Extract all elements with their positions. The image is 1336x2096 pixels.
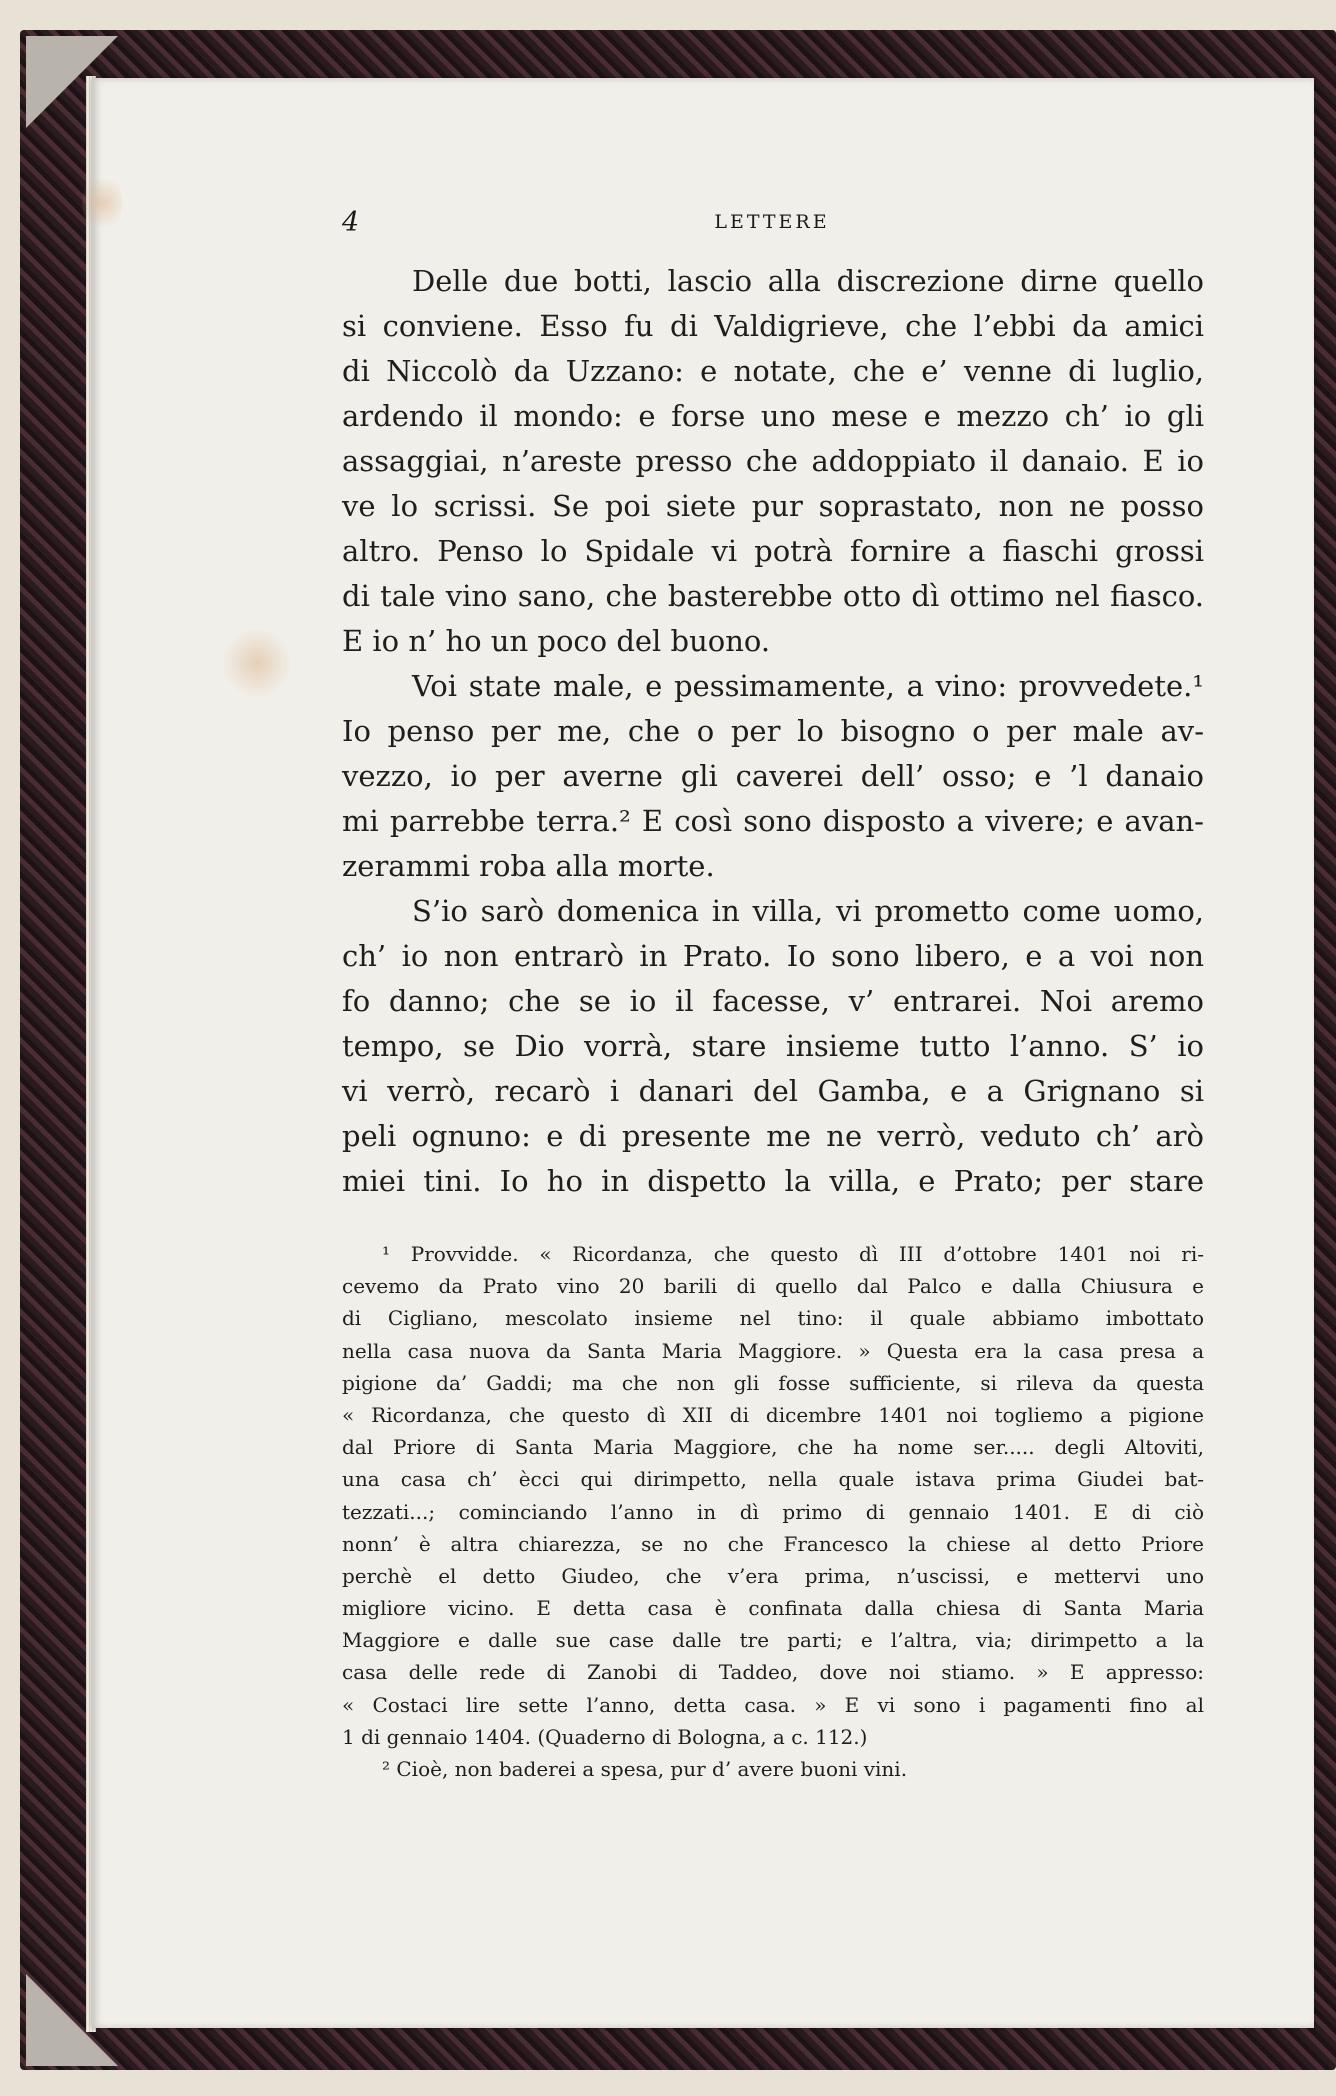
footnote-line: « Ricordanza, che questo dì XII di dicembre 1401 noi togliemo a pigione	[342, 1402, 1204, 1427]
footnote-line: una casa ch’ ècci qui dirimpetto, nella quale istava prima Giudei bat-	[342, 1467, 1204, 1492]
footnote-line: perchè el detto Giudeo, che v’era prima, n’uscissi, e mettervi uno	[342, 1563, 1204, 1588]
footnote-line: pigione da’ Gaddi; ma che non gli fosse sufficiente, si rileva da questa	[342, 1370, 1204, 1395]
running-head: LETTERE	[714, 211, 830, 233]
text-line: miei tini. Io ho in dispetto la villa, e Prato; per stare	[342, 1164, 1204, 1198]
text-line: E io n’ ho un poco del buono.	[342, 624, 771, 658]
footnote-line: migliore vicino. E detta casa è confinata dalla chiesa di Santa Maria	[342, 1596, 1204, 1621]
letter-text	[342, 259, 1204, 1204]
text-line: mi parrebbe terra.² E così sono disposto a vivere; e avan-	[342, 804, 1204, 838]
footnote-line: casa delle rede di Zanobi di Taddeo, dove noi stiamo. » E appresso:	[342, 1660, 1204, 1685]
footnote-line: nella casa nuova da Santa Maria Maggiore. » Questa era la casa presa a	[342, 1338, 1204, 1363]
text-line: di Niccolò da Uzzano: e notate, che e’ venne di luglio,	[342, 354, 1204, 388]
text-line: S’io sarò domenica in villa, vi prometto come uomo,	[412, 894, 1204, 928]
text-line: zerammi roba alla morte.	[342, 849, 715, 883]
footnote-line: Maggiore e dalle sue case dalle tre parti; e l’altra, via; dirimpetto a la	[342, 1628, 1204, 1653]
paper-stain	[82, 173, 122, 233]
text-line: fo danno; che se io il facesse, v’ entrarei. Noi aremo	[342, 984, 1204, 1018]
text-line: peli ognuno: e di presente me ne verrò, veduto ch’ arò	[342, 1119, 1204, 1153]
footnote-line: di Cigliano, mescolato insieme nel tino: il quale abbiamo imbottato	[342, 1306, 1204, 1331]
footnote-line: nonn’ è altra chiarezza, se no che Francesco la chiese al detto Priore	[342, 1531, 1204, 1556]
text-line: di tale vino sano, che basterebbe otto dì ottimo nel fiasco.	[342, 579, 1204, 613]
text-line: Io penso per me, che o per lo bisogno o per male av-	[342, 714, 1204, 748]
footnote-line: ¹ Provvidde. « Ricordanza, che questo dì III d’ottobre 1401 noi ri-	[382, 1242, 1204, 1266]
text-line: ch’ io non entrarò in Prato. Io sono libero, e a voi non	[342, 939, 1204, 973]
text-line: vi verrò, recarò i danari del Gamba, e a Grignano si	[342, 1074, 1204, 1108]
text-line: vezzo, io per averne gli caverei dell’ osso; e ’l danaio	[342, 759, 1204, 793]
footnote-line: ² Cioè, non baderei a spesa, pur d’ avere buoni vini.	[382, 1757, 908, 1781]
text-line: Delle due botti, lascio alla discrezione dirne quello	[412, 264, 1204, 298]
text-line: assaggiai, n’areste presso che addoppiato il danaio. E io	[342, 444, 1204, 478]
text-line: altro. Penso lo Spidale vi potrà fornire a fiaschi grossi	[342, 534, 1204, 568]
footnote-line: cevemo da Prato vino 20 barili di quello dal Palco e dalla Chiusura e	[342, 1274, 1204, 1299]
text-line: ve lo scrissi. Se poi siete pur soprastato, non ne posso	[342, 489, 1204, 523]
footnote-line: dal Priore di Santa Maria Maggiore, che ha nome ser..... degli Altoviti,	[342, 1435, 1204, 1460]
text-line: si conviene. Esso fu di Valdigrieve, che l’ebbi da amici	[342, 309, 1204, 343]
paper-stain	[222, 628, 292, 698]
footnote-line: 1 di gennaio 1404. (Quaderno di Bologna, a c. 112.)	[342, 1724, 868, 1749]
footnotes	[342, 1238, 1204, 1785]
page-number: 4	[342, 207, 360, 238]
footnote-line: tezzati...; cominciando l’anno in dì primo di gennaio 1401. E di ciò	[342, 1499, 1204, 1524]
footnote-line: « Costaci lire sette l’anno, detta casa. » E vi sono i pagamenti fino al	[342, 1692, 1204, 1717]
text-line: ardendo il mondo: e forse uno mese e mezzo ch’ io gli	[342, 399, 1204, 433]
text-line: tempo, se Dio vorrà, stare insieme tutto l’anno. S’ io	[342, 1029, 1204, 1063]
page-header	[342, 207, 1202, 243]
text-line: Voi state male, e pessimamente, a vino: provvedete.¹	[412, 669, 1204, 703]
